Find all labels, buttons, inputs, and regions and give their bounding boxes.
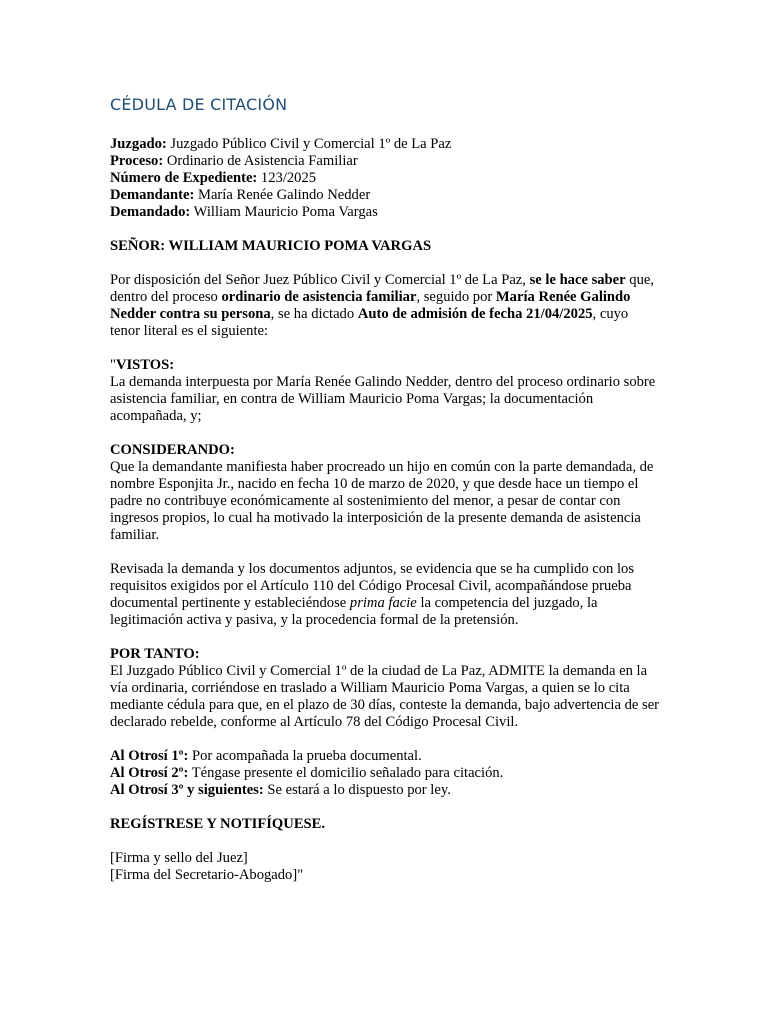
considerando-heading: CONSIDERANDO: [110, 442, 235, 458]
closing-statement: REGÍSTRESE Y NOTIFÍQUESE. [110, 816, 326, 832]
header-plaintiff: Demandante: María Renée Galindo Nedder [110, 187, 371, 203]
vistos-text: La demanda interpuesta por María Renée Galindo Nedder, dentro del proceso ordinario sobre asistencia familiar, en contra de William Mauricio Poma Vargas; la documentación acompañada, y; [110, 374, 656, 424]
otrosi-item: Al Otrosí 2º: Téngase presente el domicilio señalado para citación. [110, 765, 504, 781]
case-header [110, 136, 660, 221]
otrosi-item: Al Otrosí 1º: Por acompañada la prueba documental. [110, 748, 422, 764]
por-tanto-heading: POR TANTO: [110, 646, 200, 662]
vistos-heading: "VISTOS: [110, 357, 175, 373]
otrosi-item: Al Otrosí 3º y siguientes: Se estará a lo dispuesto por ley. [110, 782, 451, 798]
otrosi-list [110, 748, 660, 799]
revisada-paragraph: Revisada la demanda y los documentos adjuntos, se evidencia que se ha cumplido con los requisitos exigidos por el Artículo 110 del Código Procesal Civil, acompañándose prueba documental pertinente y estableciéndose prima facie la competencia del juzgado, la legitimación activa y pasiva, y la procedencia formal de la pretensión. [110, 561, 635, 628]
addressee: SEÑOR: WILLIAM MAURICIO POMA VARGAS [110, 238, 432, 254]
secretary-signature-placeholder: [Firma del Secretario-Abogado]" [110, 867, 304, 883]
considerando-text: Que la demandante manifiesta haber procreado un hijo en común con la parte demandada, de nombre Esponjita Jr., nacido en fecha 10 de marzo de 2020, y que desde hace un tiempo el padre no contribuye económicamente al sostenimiento del menor, a pesar de contar con ingresos propios, lo cual ha motivado la interposición de la presente demanda de asistencia familiar. [110, 459, 654, 543]
signature-block [110, 850, 660, 884]
intro-paragraph: Por disposición del Señor Juez Público Civil y Comercial 1º de La Paz, se le hace saber que, dentro del proceso ordinario de asistencia familiar, seguido por María Renée Galindo Nedder contra su persona, se ha dictado Auto de admisión de fecha 21/04/2025, cuyo tenor literal es el siguiente: [110, 272, 655, 339]
por-tanto-text: El Juzgado Público Civil y Comercial 1º de la ciudad de La Paz, ADMITE la demanda en la vía ordinaria, corriéndose en traslado a William Mauricio Poma Vargas, a quien se lo cita mediante cédula para que, en el plazo de 30 días, conteste la demanda, bajo advertencia de ser declarado rebelde, conforme al Artículo 78 del Código Procesal Civil. [110, 663, 660, 730]
header-file-number: Número de Expediente: 123/2025 [110, 170, 317, 186]
header-defendant: Demandado: William Mauricio Poma Vargas [110, 204, 378, 220]
header-court: Juzgado: Juzgado Público Civil y Comercial 1º de La Paz [110, 136, 452, 152]
judge-signature-placeholder: [Firma y sello del Juez] [110, 850, 248, 866]
header-process: Proceso: Ordinario de Asistencia Familiar [110, 153, 358, 169]
document-title: CÉDULA DE CITACIÓN [110, 95, 288, 114]
document-page [110, 94, 660, 884]
